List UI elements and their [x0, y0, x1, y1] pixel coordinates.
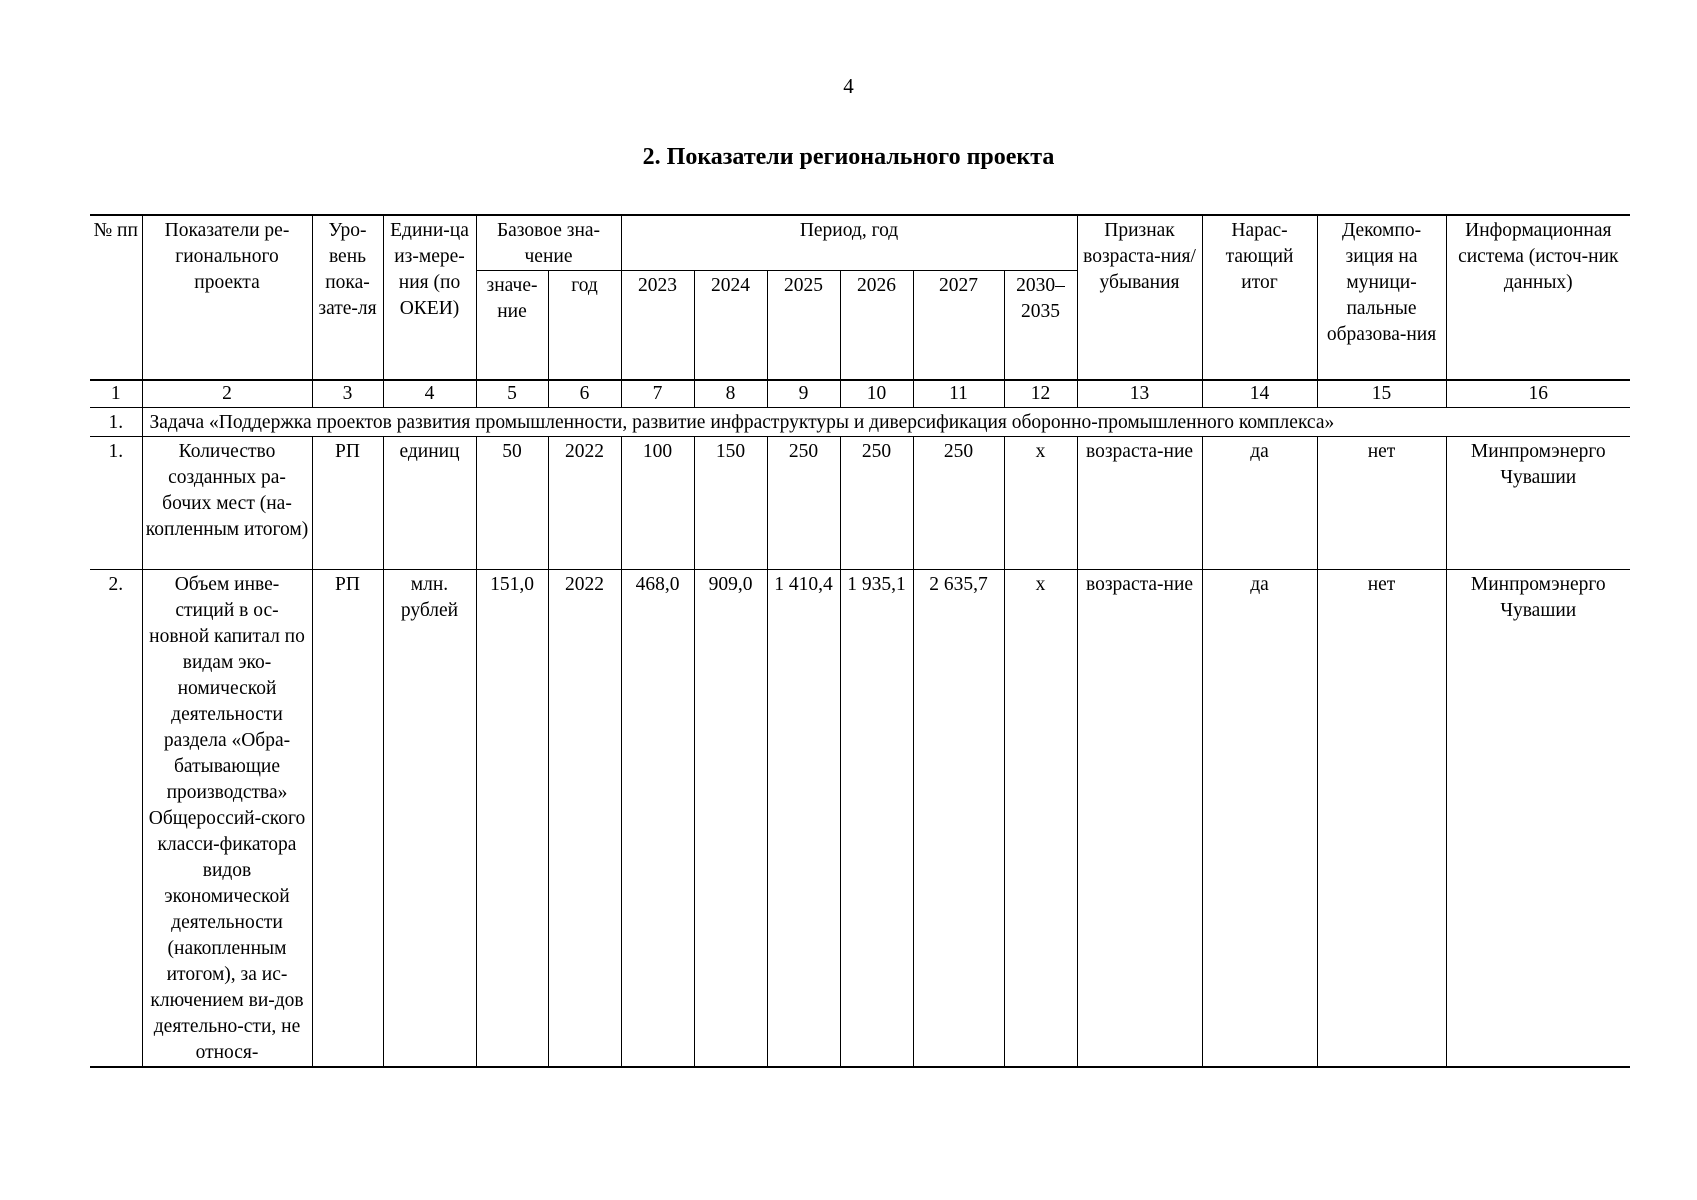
page-number: 4 [843, 74, 854, 98]
header-cumulative: Нарас-тающий итог [1202, 215, 1317, 380]
header-info-system: Информационная система (источ-ник данных) [1446, 215, 1630, 380]
column-number-row [90, 380, 1630, 408]
value-2026: 250 [840, 437, 913, 570]
value-2023: 100 [621, 437, 694, 570]
value-2030-2035: х [1004, 437, 1077, 570]
header-base-year: год [548, 271, 621, 381]
value-2025: 1 410,4 [767, 570, 840, 1068]
indicator-unit: единиц [383, 437, 476, 570]
column-number: 11 [913, 380, 1004, 408]
value-2024: 150 [694, 437, 767, 570]
indicator-level: РП [312, 437, 383, 570]
header-base: Базовое зна-чение [476, 215, 621, 271]
header-year-2026: 2026 [840, 271, 913, 381]
column-number: 5 [476, 380, 548, 408]
section-title: 2. Показатели регионального проекта [642, 144, 1055, 170]
header-period: Период, год [621, 215, 1077, 271]
table-row [90, 570, 1630, 1068]
header-year-2025: 2025 [767, 271, 840, 381]
task-row [90, 408, 1630, 437]
decomposition: нет [1317, 570, 1446, 1068]
header-row-1 [90, 215, 1630, 271]
column-number: 1 [90, 380, 142, 408]
header-level: Уро-вень пока-зате-ля [312, 215, 383, 380]
base-value: 151,0 [476, 570, 548, 1068]
indicator-name: Количество созданных ра-бочих мест (на-копленным итогом) [142, 437, 312, 570]
header-num: № пп [90, 215, 142, 380]
column-number: 3 [312, 380, 383, 408]
header-decomposition: Декомпо-зиция на муници-пальные образова-ния [1317, 215, 1446, 380]
column-number: 8 [694, 380, 767, 408]
value-2030-2035: х [1004, 570, 1077, 1068]
column-number: 16 [1446, 380, 1630, 408]
base-year: 2022 [548, 437, 621, 570]
task-text: Задача «Поддержка проектов развития промышленности, развитие инфраструктуры и диверсификация оборонно-промышленного комплекса» [142, 408, 1630, 437]
indicator-unit: млн. рублей [383, 570, 476, 1068]
header-trend: Признак возраста-ния/ убывания [1077, 215, 1202, 380]
row-num: 1. [90, 437, 142, 570]
cumulative: да [1202, 570, 1317, 1068]
trend: возраста-ние [1077, 437, 1202, 570]
column-number: 14 [1202, 380, 1317, 408]
row-num: 2. [90, 570, 142, 1068]
column-number: 13 [1077, 380, 1202, 408]
decomposition: нет [1317, 437, 1446, 570]
value-2024: 909,0 [694, 570, 767, 1068]
column-number: 7 [621, 380, 694, 408]
column-number: 9 [767, 380, 840, 408]
header-unit: Едини-ца из-мере-ния (по ОКЕИ) [383, 215, 476, 380]
header-year-2027: 2027 [913, 271, 1004, 381]
data-source: Минпромэнерго Чувашии [1446, 570, 1630, 1068]
base-year: 2022 [548, 570, 621, 1068]
task-num: 1. [90, 408, 142, 437]
column-number: 2 [142, 380, 312, 408]
data-source: Минпромэнерго Чувашии [1446, 437, 1630, 570]
header-year-2030-2035: 2030–2035 [1004, 271, 1077, 381]
column-number: 4 [383, 380, 476, 408]
value-2026: 1 935,1 [840, 570, 913, 1068]
header-base-value: значе-ние [476, 271, 548, 381]
trend: возраста-ние [1077, 570, 1202, 1068]
value-2027: 250 [913, 437, 1004, 570]
value-2027: 2 635,7 [913, 570, 1004, 1068]
column-number: 6 [548, 380, 621, 408]
table-row [90, 437, 1630, 570]
indicator-name: Объем инве-стиций в ос-новной капитал по видам эко-номической деятельности раздела «Обра-батывающие производства» Общероссий-ского класси-фикатора видов экономической деятельности (накопленным итогом), за ис-ключением ви-дов деятельно-сти, не относя- [142, 570, 312, 1068]
value-2023: 468,0 [621, 570, 694, 1068]
column-number: 10 [840, 380, 913, 408]
indicator-level: РП [312, 570, 383, 1068]
header-indicator: Показатели ре-гионального проекта [142, 215, 312, 380]
value-2025: 250 [767, 437, 840, 570]
header-year-2023: 2023 [621, 271, 694, 381]
base-value: 50 [476, 437, 548, 570]
indicators-table [90, 214, 1630, 1068]
column-number: 12 [1004, 380, 1077, 408]
header-year-2024: 2024 [694, 271, 767, 381]
cumulative: да [1202, 437, 1317, 570]
column-number: 15 [1317, 380, 1446, 408]
